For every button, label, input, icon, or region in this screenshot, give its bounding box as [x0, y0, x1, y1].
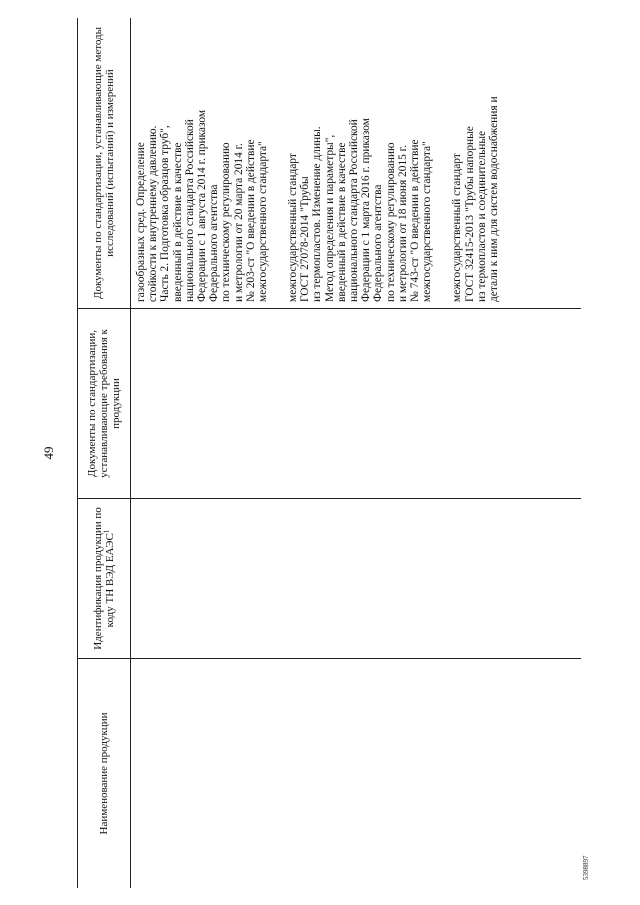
doc-text-line: из термопластов и соединительные [475, 130, 488, 302]
header-code-text: Идентификация продукции по коду ТН ВЭД ЕАЭС [92, 507, 116, 650]
doc-text-line: Федерального агентства [372, 184, 385, 302]
doc-text-line: межгосударственного стандарта" [256, 141, 269, 302]
cell-product-name [131, 658, 581, 888]
doc-text-line: национального стандарта Российской [348, 119, 360, 302]
cell-methods [131, 18, 581, 308]
doc-text-line: детали к ним для систем водоснабжения и [487, 96, 500, 302]
doc-text-line: введенный в действие в качестве [171, 142, 184, 302]
doc-text-line: № 203-ст "О введении в действие [244, 139, 257, 302]
doc-text-line: Метод определения и параметры", [323, 134, 336, 302]
rotated-content [42, 18, 582, 888]
header-product-name [78, 658, 130, 888]
header-requirements [78, 308, 130, 498]
page-number: 49 [41, 446, 56, 460]
doc-text-line: ГОСТ 32415-2013 "Трубы напорные [463, 126, 476, 302]
doc-text-line: введенный в действие в качестве [335, 142, 348, 302]
header-methods [78, 18, 130, 308]
doc-text-line: Федерации с 1 августа 2014 г. приказом [195, 109, 208, 302]
cell-requirements [131, 308, 581, 498]
header-methods-text: Документы по стандартизации, устанавливающие методы исследований (испытаний) и измерений [92, 26, 116, 300]
doc-text-line: Федерального агентства [208, 184, 221, 302]
doc-text-line: межгосударственного стандарта" [421, 141, 434, 302]
header-product-name-text: Наименование продукции [98, 712, 110, 835]
standards-table [77, 18, 581, 888]
header-code [78, 498, 130, 658]
block-gap [269, 24, 287, 302]
block-gap [433, 24, 451, 302]
document-stamp-number: 5398897 [582, 855, 590, 880]
doc-text-line: национального стандарта Российской [183, 119, 196, 302]
doc-text-line: по техническому регулированию [384, 142, 397, 302]
doc-text-line: межгосударственный стандарт [451, 153, 464, 302]
table-header [78, 18, 131, 888]
cell-code [131, 498, 581, 658]
doc-text-line: и метрологии от 18 июня 2015 г. [396, 145, 409, 302]
doc-text-line: ГОСТ 27078-2014 "Трубы [299, 176, 312, 302]
table-body [131, 18, 581, 888]
doc-text-line: из термопластов. Изменение длины. [311, 126, 324, 302]
doc-text-line: Часть 2. Подготовка образцов труб", [159, 125, 172, 302]
doc-text-line: и метрологии от 20 марта 2014 г. [232, 143, 245, 302]
doc-text-line: газообразных сред. Определение [135, 142, 147, 302]
header-requirements-text: Документы по стандартизации, устанавливающие требования к продукции [86, 329, 122, 478]
header-code-footnote: 1 [102, 529, 111, 534]
doc-text-line: № 743-ст "О введении в действие [408, 139, 421, 302]
doc-text-line: межгосударственный стандарт [287, 153, 300, 302]
doc-text-line: стойкости к внутреннему давлению. [147, 125, 160, 302]
doc-text-line: по техническому регулированию [220, 142, 233, 302]
doc-text-line: Федерации с 1 марта 2016 г. приказом [360, 118, 373, 302]
